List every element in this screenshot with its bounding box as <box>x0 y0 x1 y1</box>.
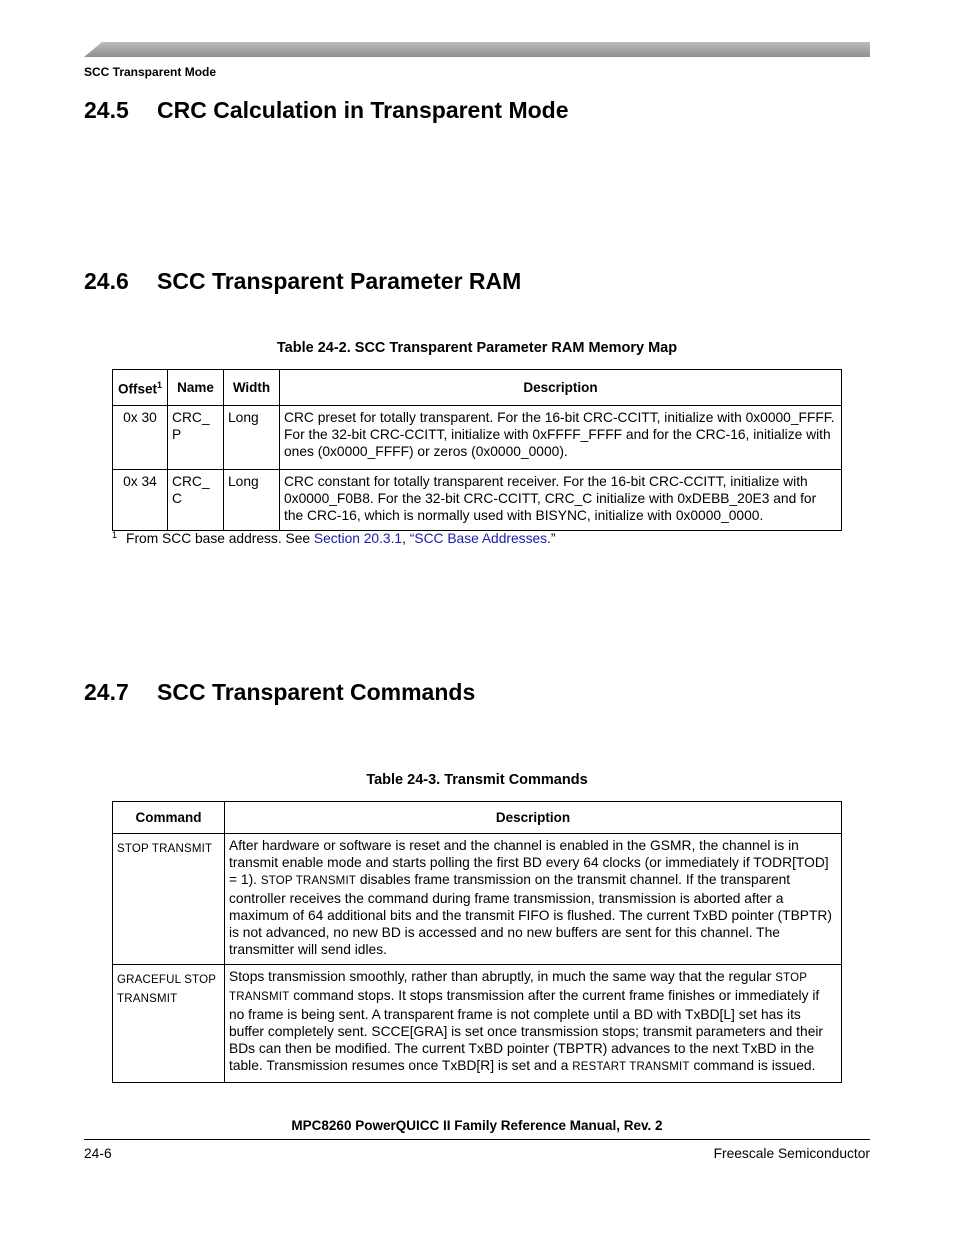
offset-header: Offset$^1$ <box>113 370 168 406</box>
section-number: 24.7 <box>84 679 129 705</box>
section-title: SCC Transparent Commands <box>157 679 476 705</box>
section-20-3-1-link[interactable]: Section 20.3.1 <box>313 531 403 546</box>
section-24-6-heading <box>84 268 521 295</box>
running-head: SCC Transparent Mode <box>84 65 217 79</box>
description-cell: Stops transmission smoothly, rather than abruptly, in much the same way that the regular STOP TRANSMIT command stops. It stops transmission after the current frame finishes or immediately if no frame is being sent. A transparent frame is not complete until a BD with TxBD[L] set has its buffer completely sent. SCCE[GRA] is set once transmission stops; transmit parameters and their BDs can then be modified. The current TxBD pointer (TBPTR) advances to the next TxBD in the table. Transmission resumes once TxBD[R] is set and a RESTART TRANSMIT command is issued. <box>225 965 842 1083</box>
command-cell: STOP TRANSMIT <box>113 834 225 965</box>
name-cell: CRC_ C <box>168 469 224 530</box>
description-header: Description <box>225 802 842 834</box>
description-header: Description <box>280 370 842 406</box>
transmit-commands-table <box>112 801 842 1083</box>
header-bar <box>84 42 870 57</box>
footnote-mark: 1 <box>157 380 163 390</box>
table-row <box>113 834 842 965</box>
table-header-row <box>113 370 842 406</box>
offset-cell: 0x 34 <box>113 469 168 530</box>
section-title: CRC Calculation in Transparent Mode <box>157 97 569 123</box>
table-row <box>113 965 842 1083</box>
page-number: 24-6 <box>84 1146 112 1161</box>
footnote-mark: 1 <box>112 530 118 540</box>
description-cell: After hardware or software is reset and the channel is enabled in the GSMR, the channel is in transmit enable mode and starts polling the first BD every 64 clocks (or immediately if TODR[TOD] = 1). STOP TRANSMIT disables frame transmission on the transmit channel. If the transparent controller receives the command during frame transmission, transmission is aborted after a maximum of 64 additional bits and the transmit FIFO is flushed. The current TxBD pointer (TBPTR) is not advanced, no new BD is accessed and no new buffers are sent for this channel. The transmitter will send idles. <box>225 834 842 965</box>
section-number: 24.5 <box>84 97 129 123</box>
description-cell: CRC preset for totally transparent. For the 16-bit CRC-CCITT, initialize with 0x0000_FFFF. For the 32-bit CRC-CCITT, initialize with 0xFFFF_FFFF and for the CRC-16, initialize with ones (0x0000_FFFF) or zeros (0x0000_0000). <box>280 405 842 469</box>
table-row <box>113 469 842 530</box>
name-header: Name <box>168 370 224 406</box>
table-footnote: $^1$ From SCC base address. See Section 20.3.1, “SCC Base Addresses.” <box>112 530 556 546</box>
section-24-7-heading <box>84 679 475 706</box>
command-header: Command <box>113 802 225 834</box>
section-number: 24.6 <box>84 268 129 294</box>
table-24-3-caption: Table 24-3. Transmit Commands <box>366 772 588 788</box>
footer-manual-title: MPC8260 PowerQUICC II Family Reference Manual, Rev. 2 <box>291 1118 663 1133</box>
width-cell: Long <box>224 469 280 530</box>
description-cell: CRC constant for totally transparent receiver. For the 16-bit CRC-CCITT, initialize with 0x0000_F0B8. For the 32-bit CRC-CCITT, CRC_C initialize with 0xDEBB_20E3 and for the CRC-16, which is normally used with BISYNC, initialize with 0x0000_0000. <box>280 469 842 530</box>
parameter-ram-table <box>112 369 842 531</box>
offset-cell: 0x 30 <box>113 405 168 469</box>
section-title: SCC Transparent Parameter RAM <box>157 268 522 294</box>
scc-base-addresses-link[interactable]: “SCC Base Addresses <box>409 531 548 546</box>
name-cell: CRC_ P <box>168 405 224 469</box>
width-header: Width <box>224 370 280 406</box>
width-cell: Long <box>224 405 280 469</box>
command-cell: GRACEFUL STOP TRANSMIT <box>113 965 225 1083</box>
table-row <box>113 405 842 469</box>
table-24-2-caption: Table 24-2. SCC Transparent Parameter RAM Memory Map <box>276 340 678 356</box>
section-24-5-heading <box>84 97 569 124</box>
table-header-row <box>113 802 842 834</box>
company-name: Freescale Semiconductor <box>713 1146 870 1161</box>
footer-divider <box>84 1139 870 1140</box>
